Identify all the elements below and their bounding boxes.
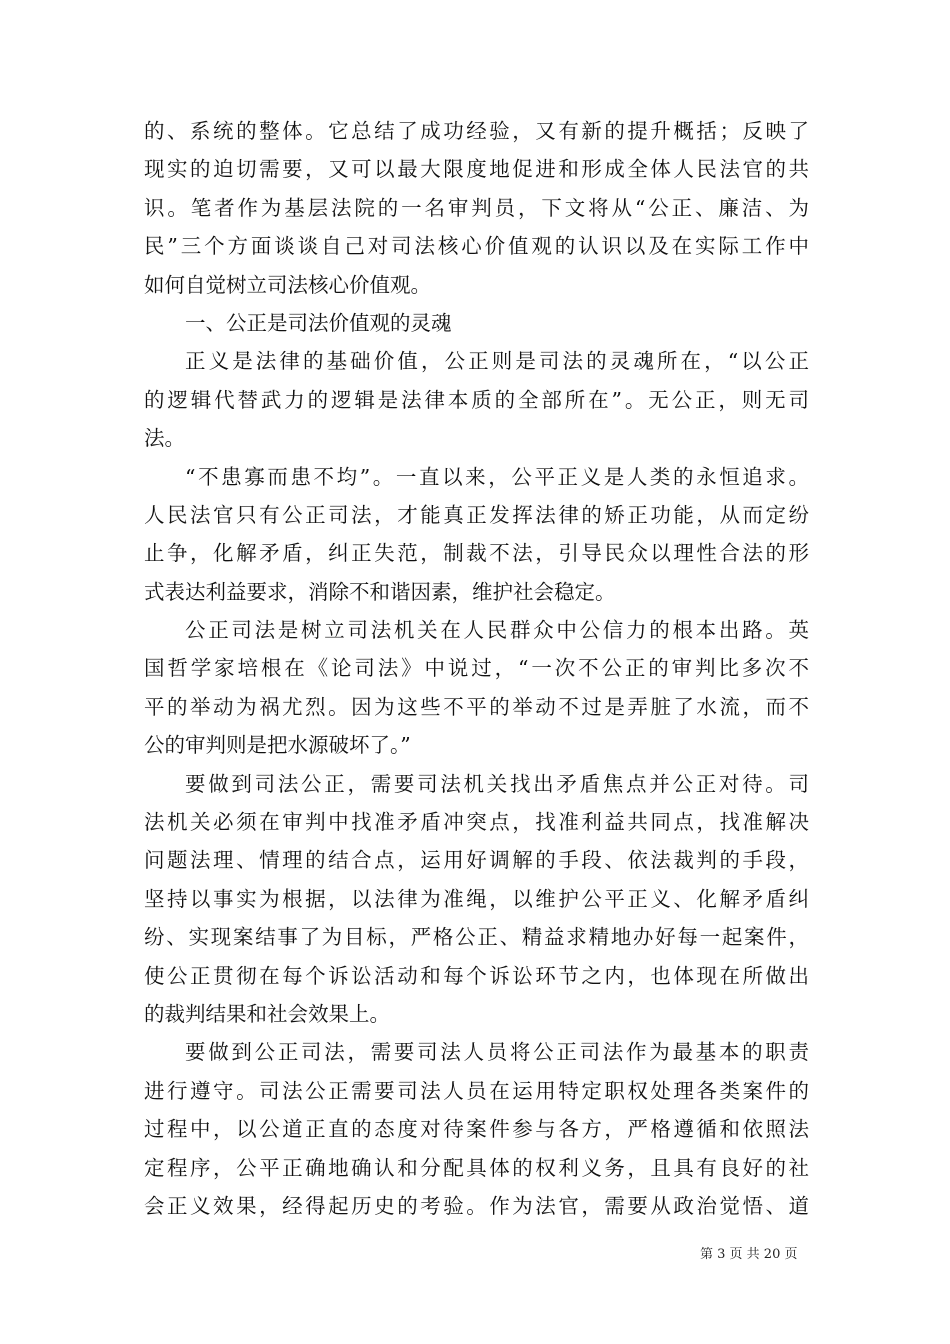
text-line: 问题法理、情理的结合点，运用好调解的手段、依法裁判的手段， <box>144 848 809 873</box>
text-line: 正义是法律的基础价值，公正则是司法的灵魂所在，“以公正 <box>185 349 809 374</box>
text-line: 人民法官只有公正司法，才能真正发挥法律的矫正功能，从而定纷 <box>144 502 809 527</box>
text-line: “不患寡而患不均”。一直以来，公平正义是人类的永恒追求。 <box>185 464 809 489</box>
text-line: 的裁判结果和社会效果上。 <box>144 1001 390 1026</box>
text-line: 国哲学家培根在《论司法》中说过，“一次不公正的审判比多次不 <box>144 656 809 681</box>
text-line: 一、公正是司法价值观的灵魂 <box>185 310 452 335</box>
text-line: 公的审判则是把水源破坏了。” <box>144 733 411 758</box>
text-line: 要做到公正司法，需要司法人员将公正司法作为最基本的职责 <box>185 1040 809 1065</box>
text-line: 民”三个方面谈谈自己对司法核心价值观的认识以及在实际工作中 <box>144 234 809 259</box>
text-line: 平的举动为祸尤烈。因为这些不平的举动不过是弄脏了水流，而不 <box>144 694 809 719</box>
text-line: 要做到司法公正，需要司法机关找出矛盾焦点并公正对待。司 <box>185 771 809 796</box>
text-line: 现实的迫切需要，又可以最大限度地促进和形成全体人民法官的共 <box>144 157 809 182</box>
text-line: 止争，化解矛盾，纠正失范，制裁不法，引导民众以理性合法的形 <box>144 541 809 566</box>
text-line: 识。笔者作为基层法院的一名审判员，下文将从“公正、廉洁、为 <box>144 195 809 220</box>
page-number-footer: 第 3 页 共 20 页 <box>700 1247 798 1262</box>
text-line: 法机关必须在审判中找准矛盾冲突点，找准利益共同点，找准解决 <box>144 810 809 835</box>
text-line: 的、系统的整体。它总结了成功经验，又有新的提升概括；反映了 <box>144 119 809 143</box>
document-body <box>144 112 809 1225</box>
text-line: 过程中，以公道正直的态度对待案件参与各方，严格遵循和依照法 <box>144 1117 809 1142</box>
text-line: 式表达利益要求，消除不和谐因素，维护社会稳定。 <box>144 579 616 604</box>
text-line: 定程序，公平正确地确认和分配具体的权利义务，且具有良好的社 <box>144 1155 809 1180</box>
text-line: 如何自觉树立司法核心价值观。 <box>144 272 431 297</box>
text-line: 纷、实现案结事了为目标，严格公正、精益求精地办好每一起案件， <box>144 925 809 950</box>
text-line: 坚持以事实为根据，以法律为准绳，以维护公平正义、化解矛盾纠 <box>144 886 809 911</box>
text-line: 进行遵守。司法公正需要司法人员在运用特定职权处理各类案件的 <box>144 1078 809 1103</box>
text-line: 使公正贯彻在每个诉讼活动和每个诉讼环节之内，也体现在所做出 <box>144 963 809 988</box>
text-line: 公正司法是树立司法机关在人民群众中公信力的根本出路。英 <box>185 618 809 643</box>
text-line: 的逻辑代替武力的逻辑是法律本质的全部所在”。无公正，则无司 <box>144 387 809 412</box>
text-line: 会正义效果，经得起历史的考验。作为法官，需要从政治觉悟、道 <box>144 1193 809 1218</box>
text-line: 法。 <box>144 426 185 451</box>
